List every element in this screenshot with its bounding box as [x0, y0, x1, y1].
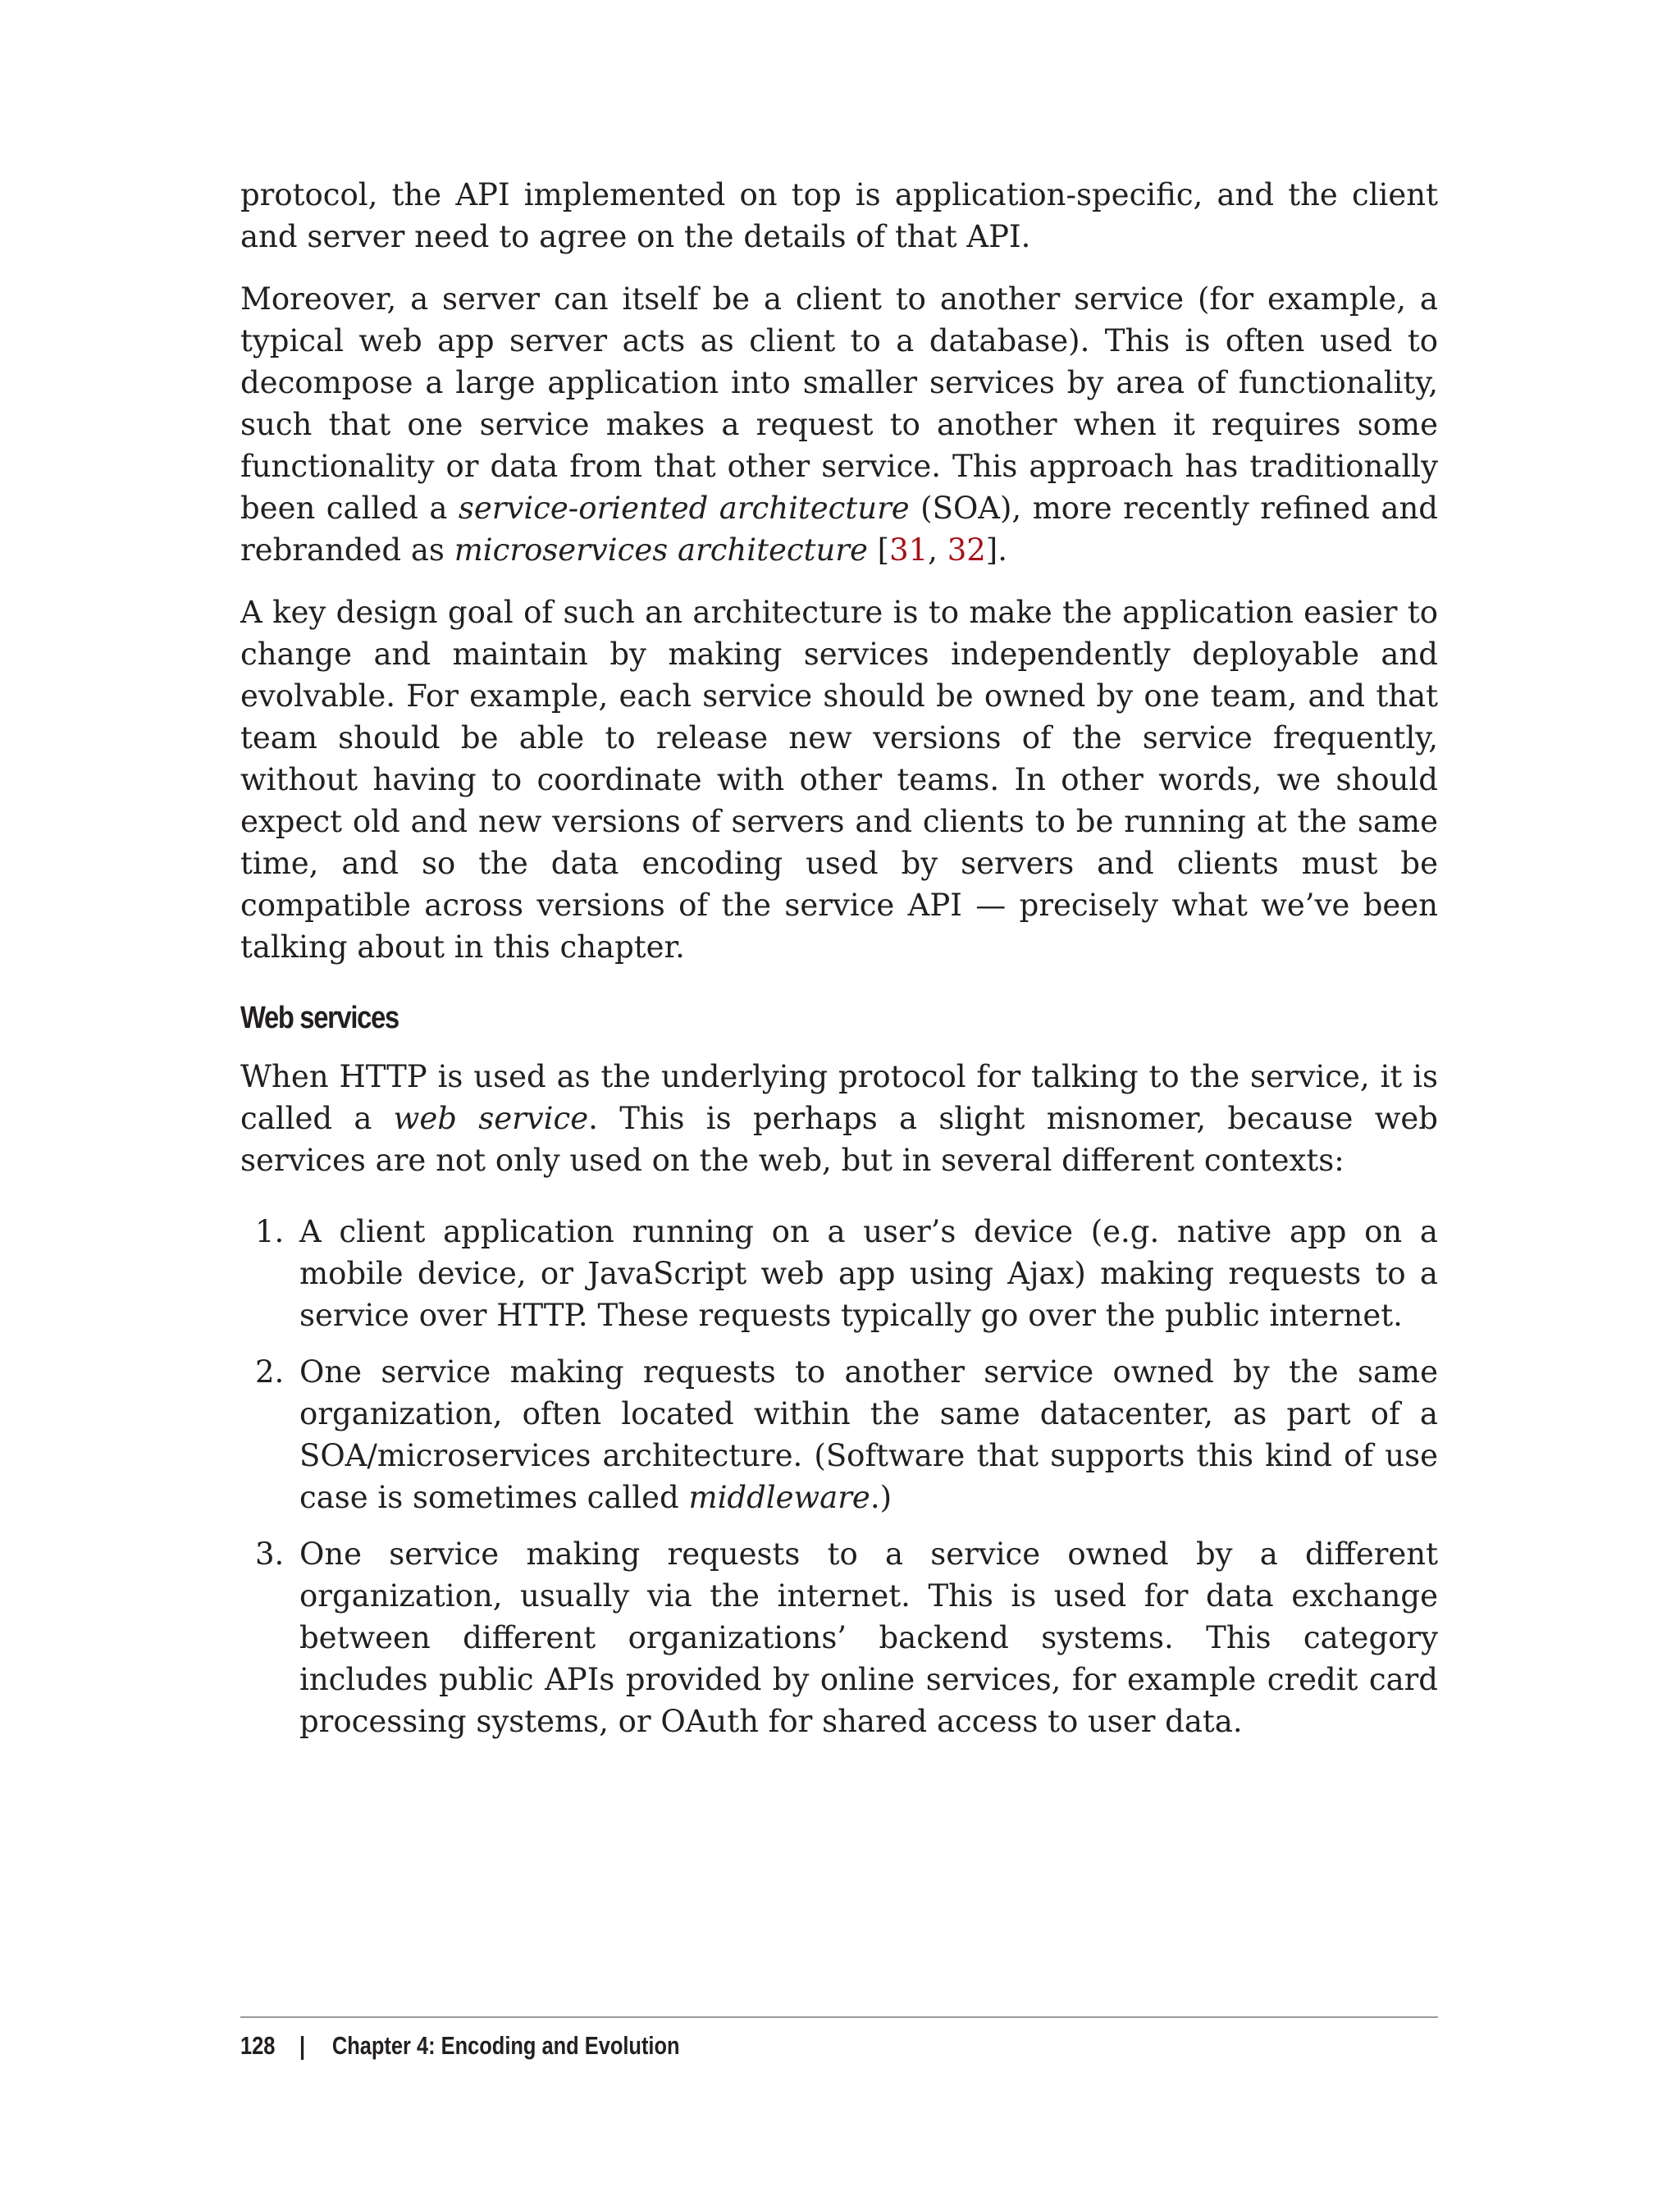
footer-divider	[240, 2016, 1438, 2018]
numbered-list	[240, 1211, 1438, 1742]
list-item-text: One service making requests to another service owned by the same organization, often located within the same datacenter, as part of a SOA/microservices architecture. (Software that supports this kind of use case is sometimes called	[299, 1354, 1438, 1515]
paragraph-1: protocol, the API implemented on top is application-specific, and the client and server need to agree on the details of that API.	[240, 177, 1438, 254]
reference-link-31[interactable]: 31	[889, 532, 929, 568]
page-number: 128	[240, 2031, 276, 2060]
list-item	[240, 1533, 1438, 1742]
paragraph-4-text-a: When HTTP is used as the underlying protocol for talking to the service, it is called a	[240, 1059, 1438, 1136]
list-number: 3.	[255, 1536, 285, 1572]
body-text	[240, 174, 1438, 1757]
term-web-service: web service	[393, 1101, 589, 1136]
term-microservices: microservices architecture	[454, 532, 868, 568]
chapter-title: Chapter 4: Encoding and Evolution	[331, 2031, 680, 2060]
list-item-text: A client application running on a user’s device (e.g. native app on a mobile device, or JavaScript web app using Ajax) making requests to a service over HTTP. These requests typically go over the public internet.	[299, 1214, 1438, 1333]
list-item-tail: .)	[870, 1480, 892, 1515]
list-item	[240, 1351, 1438, 1518]
reference-separator: ,	[928, 532, 947, 568]
reference-link-32[interactable]: 32	[947, 532, 986, 568]
paragraph-2-text-b: (SOA), more recently refined and rebranded as	[240, 491, 1438, 568]
section-heading: Web services	[240, 1001, 399, 1035]
bracket-open: [	[867, 532, 890, 568]
list-number: 2.	[255, 1354, 285, 1390]
paragraph-4-text-b: . This is perhaps a slight misnomer, because web services are not only used on the web, but in several different contexts:	[240, 1101, 1438, 1178]
list-number: 1.	[255, 1214, 285, 1249]
paragraph-3: A key design goal of such an architecture is to make the application easier to change and maintain by making services independently deployable and evolvable. For example, each service should be owned by one team, and that team should be able to release new versions of the service frequently, without having to coordinate with other teams. In other words, we should expect old and new versions of servers and clients to be running at the same time, and so the data encoding used by servers and clients must be compatible across versions of the service API — precisely what we’ve been talking about in this chapter.	[240, 595, 1438, 965]
list-item-text: One service making requests to a service owned by a different organization, usually via the internet. This is used for data exchange between different organizations’ backend systems. This category includes public APIs provided by online services, for example credit card processing systems, or OAuth for shared access to user data.	[299, 1536, 1438, 1739]
bracket-close: ].	[985, 532, 1007, 568]
paragraph-2	[240, 278, 1438, 571]
footer-separator: |	[299, 2031, 306, 2060]
paragraph-4	[240, 1056, 1438, 1181]
page-footer	[240, 2028, 680, 2064]
paragraph-2-text-a: Moreover, a server can itself be a client to another service (for example, a typical web app server acts as client to a database). This is often used to decompose a large application into smaller services by area of functionality, such that one service makes a request to another when it requires some functionality or data from that other service. This approach has traditionally been called a	[240, 281, 1438, 526]
term-soa: service-oriented architecture	[458, 491, 910, 526]
list-item	[240, 1211, 1438, 1336]
term-middleware: middleware	[688, 1480, 870, 1515]
